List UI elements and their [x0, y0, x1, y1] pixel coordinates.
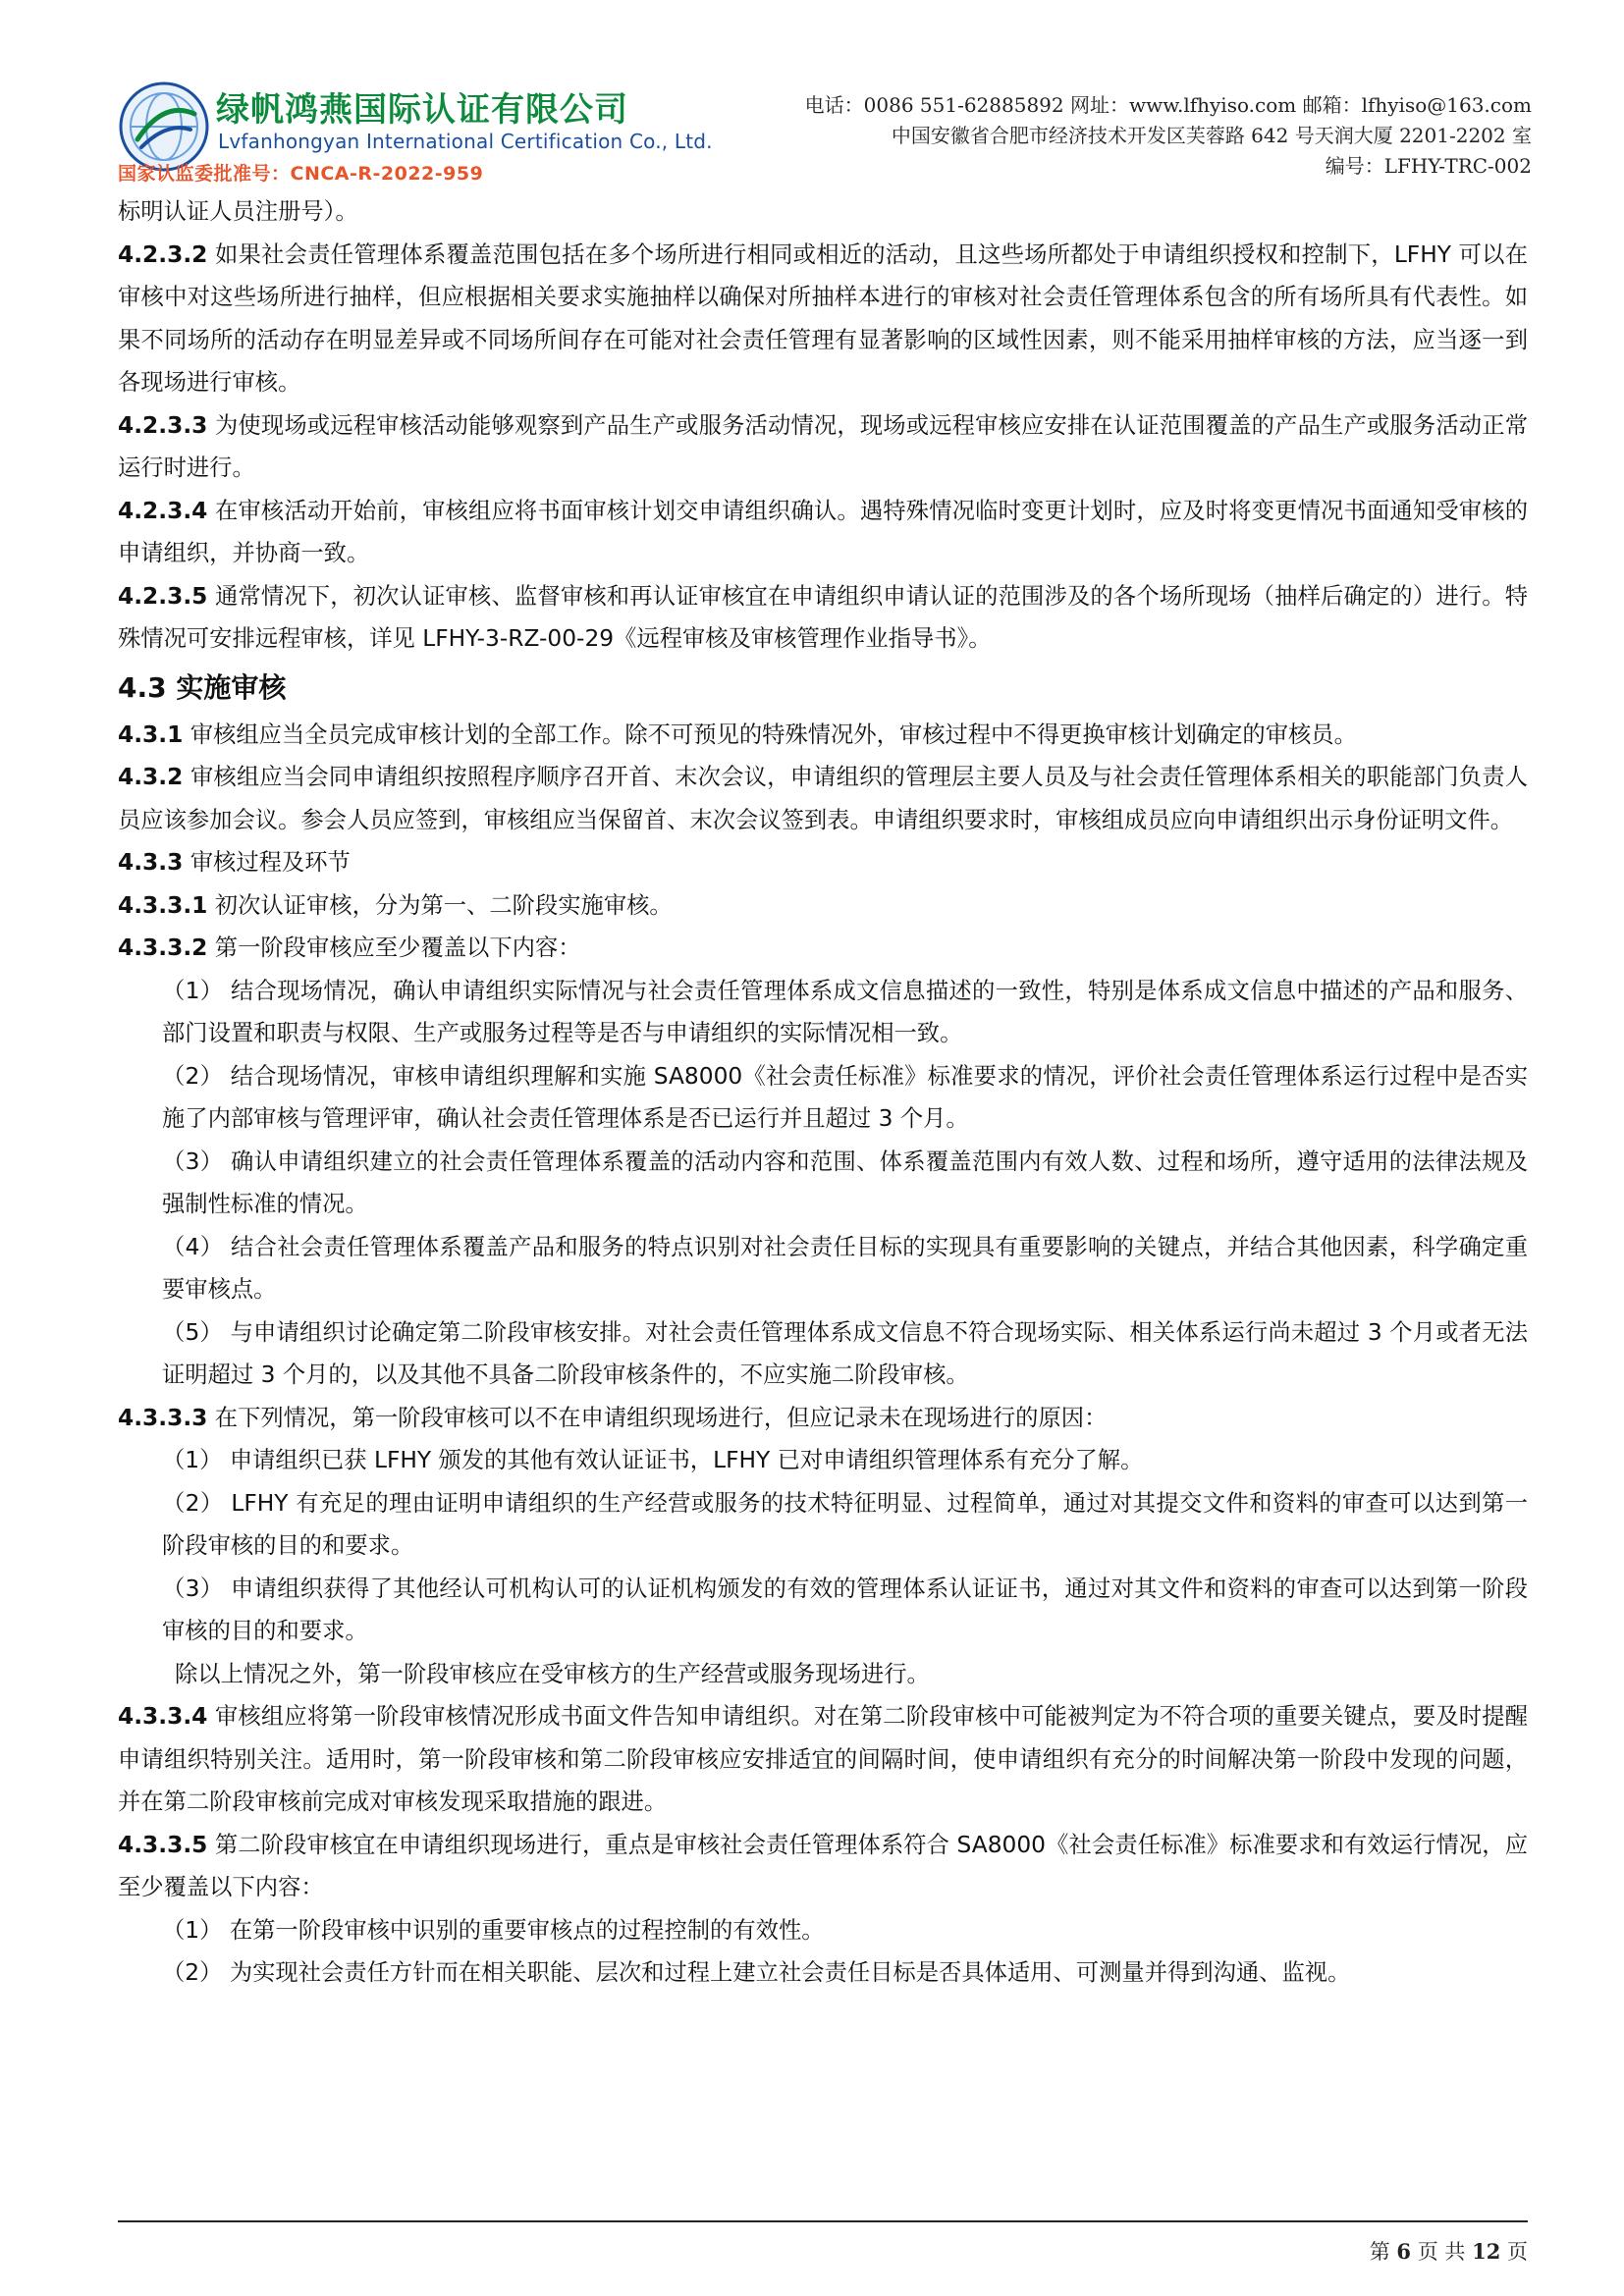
section-number: 4.3 [118, 670, 167, 704]
clause-text: 在下列情况，第一阶段审核可以不在申请组织现场进行，但应记录未在现场进行的原因： [207, 1404, 1108, 1431]
list-item: （1） 申请组织已获 LFHY 颁发的其他有效认证证书，LFHY 已对申请组织管理体系有充分了解。 [162, 1447, 1144, 1473]
footer-divider [118, 2220, 1528, 2222]
paragraph [118, 927, 1528, 970]
clause-text: 初次认证审核，分为第一、二阶段实施审核。 [207, 891, 673, 919]
document-body [118, 190, 1528, 1995]
clause-number: 4.2.3.5 [118, 582, 208, 610]
contact-line: 电话：0086 551-62885892 网址：www.lfhyiso.com 邮箱：lfhyiso@163.com [804, 93, 1532, 117]
paragraph [118, 884, 1528, 928]
doc-number: 编号：LFHY-TRC-002 [1325, 154, 1532, 178]
paragraph [118, 234, 1528, 404]
clause-number: 4.3.3.1 [118, 891, 208, 919]
list-item: （2） LFHY 有充足的理由证明申请组织的生产经营或服务的技术特征明显、过程简单，通过对其提交文件和资料的审查可以达到第一阶段审核的目的和要求。 [162, 1489, 1528, 1559]
list-item: （5） 与申请组织讨论确定第二阶段审核安排。对社会责任管理体系成文信息不符合现场实际、相关体系运行尚未超过 3 个月或者无法证明超过 3 个月的，以及其他不具备二阶段审核条件的，不应实施二阶段审核。 [162, 1318, 1528, 1388]
clause-text: 审核过程及环节 [183, 849, 351, 876]
page-header [118, 59, 1532, 185]
clause-text: 通常情况下，初次认证审核、监督审核和再认证审核宜在申请组织申请认证的范围涉及的各个场所现场（抽样后确定的）进行。特殊情况可安排远程审核，详见 LFHY-3-RZ-00-29《远程审核及审核管理作业指导书》。 [118, 582, 1528, 652]
clause-text: 如果社会责任管理体系覆盖范围包括在多个场所进行相同或相近的活动，且这些场所都处于申请组织授权和控制下，LFHY 可以在审核中对这些场所进行抽样，但应根据相关要求实施抽样以确保对所抽样本进行的审核对社会责任管理体系包含的所有场所具有代表性。如果不同场所的活动存在明显差异或不同场所间存在可能对社会责任管理有显著影响的区域性因素，则不能采用抽样审核的方法，应当逐一到各现场进行审核。 [118, 240, 1528, 396]
paragraph [118, 841, 1528, 884]
clause-number: 4.3.1 [118, 721, 184, 748]
paragraph: 除以上情况之外，第一阶段审核应在受审核方的生产经营或服务现场进行。 [175, 1660, 930, 1687]
section-heading [118, 665, 1528, 712]
clause-number: 4.2.3.2 [118, 240, 208, 268]
company-name-cn: 绿帆鸿燕国际认证有限公司 [216, 90, 628, 130]
total-pages: 12 [1472, 2239, 1501, 2264]
paragraph [118, 756, 1528, 841]
paragraph [118, 1695, 1528, 1824]
paragraph: 标明认证人员注册号）。 [118, 198, 358, 225]
paragraph [118, 714, 1528, 757]
clause-text: 第一阶段审核应至少覆盖以下内容： [207, 934, 581, 961]
list-item: （4） 结合社会责任管理体系覆盖产品和服务的特点识别对社会责任目标的实现具有重要影响的关键点，并结合其他因素，科学确定重要审核点。 [162, 1233, 1528, 1303]
paragraph [118, 1397, 1528, 1440]
list-item: （1） 在第一阶段审核中识别的重要审核点的过程控制的有效性。 [162, 1916, 825, 1944]
list-item: （1） 结合现场情况，确认申请组织实际情况与社会责任管理体系成文信息描述的一致性，特别是体系成文信息中描述的产品和服务、部门设置和职责与权限、生产或服务过程等是否与申请组织的实际情况相一致。 [162, 977, 1528, 1046]
paragraph [118, 1824, 1528, 1909]
clause-number: 4.3.3.5 [118, 1831, 208, 1858]
approval-number: 国家认监委批准号：CNCA-R-2022-959 [118, 163, 484, 185]
clause-text: 在审核活动开始前，审核组应将书面审核计划交申请组织确认。遇特殊情况临时变更计划时，应及时将变更情况书面通知受审核的申请组织，并协商一致。 [118, 497, 1528, 566]
list-item: （2） 结合现场情况，审核申请组织理解和实施 SA8000《社会责任标准》标准要求的情况，评价社会责任管理体系运行过程中是否实施了内部审核与管理评审，确认社会责任管理体系是否已运行并且超过 3 个月。 [162, 1062, 1528, 1132]
clause-text: 为使现场或远程审核活动能够观察到产品生产或服务活动情况，现场或远程审核应安排在认证范围覆盖的产品生产或服务活动正常运行时进行。 [118, 411, 1528, 481]
contact-block [805, 90, 1532, 182]
clause-number: 4.2.3.4 [118, 497, 208, 524]
page-number [1370, 2236, 1528, 2266]
paragraph [118, 490, 1528, 575]
clause-number: 4.3.3.3 [118, 1404, 208, 1431]
page-suffix: 页 [1500, 2240, 1528, 2264]
address-line: 中国安徽省合肥市经济技术开发区芙蓉路 642 号天润大厦 2201-2202 室 [891, 124, 1532, 147]
section-title: 实施审核 [166, 670, 287, 704]
clause-number: 4.3.2 [118, 764, 184, 790]
page-middle: 页 共 [1411, 2240, 1473, 2264]
clause-number: 4.3.3 [118, 849, 184, 876]
paragraph [118, 575, 1528, 661]
company-name-en: Lvfanhongyan International Certification Co., Ltd. [218, 130, 713, 153]
page-prefix: 第 [1369, 2240, 1397, 2264]
clause-text: 审核组应当全员完成审核计划的全部工作。除不可预见的特殊情况外，审核过程中不得更换审核计划确定的审核员。 [183, 721, 1357, 748]
clause-number: 4.3.3.2 [118, 934, 208, 961]
clause-number: 4.2.3.3 [118, 411, 208, 439]
clause-text: 审核组应当会同申请组织按照程序顺序召开首、末次会议，申请组织的管理层主要人员及与社会责任管理体系相关的职能部门负责人员应该参加会议。参会人员应签到，审核组应当保留首、末次会议签到表。申请组织要求时，审核组成员应向申请组织出示身份证明文件。 [118, 764, 1528, 833]
list-item: （3） 申请组织获得了其他经认可机构认可的认证机构颁发的有效的管理体系认证证书，通过对其文件和资料的审查可以达到第一阶段审核的目的和要求。 [162, 1575, 1528, 1644]
clause-text: 审核组应将第一阶段审核情况形成书面文件告知申请组织。对在第二阶段审核中可能被判定为不符合项的重要关键点，要及时提醒申请组织特别关注。适用时，第一阶段审核和第二阶段审核应安排适宜的间隔时间，使申请组织有充分的时间解决第一阶段中发现的问题，并在第二阶段审核前完成对审核发现采取措施的跟进。 [118, 1703, 1528, 1815]
list-item: （3） 确认申请组织建立的社会责任管理体系覆盖的活动内容和范围、体系覆盖范围内有效人数、过程和场所，遵守适用的法律法规及强制性标准的情况。 [162, 1148, 1528, 1217]
clause-number: 4.3.3.4 [118, 1703, 208, 1730]
current-page: 6 [1396, 2239, 1412, 2264]
paragraph [118, 404, 1528, 490]
clause-text: 第二阶段审核宜在申请组织现场进行，重点是审核社会责任管理体系符合 SA8000《社会责任标准》标准要求和有效运行情况，应至少覆盖以下内容： [118, 1831, 1528, 1900]
list-item: （2） 为实现社会责任方针而在相关职能、层次和过程上建立社会责任目标是否具体适用、可测量并得到沟通、监视。 [162, 1959, 1351, 1986]
